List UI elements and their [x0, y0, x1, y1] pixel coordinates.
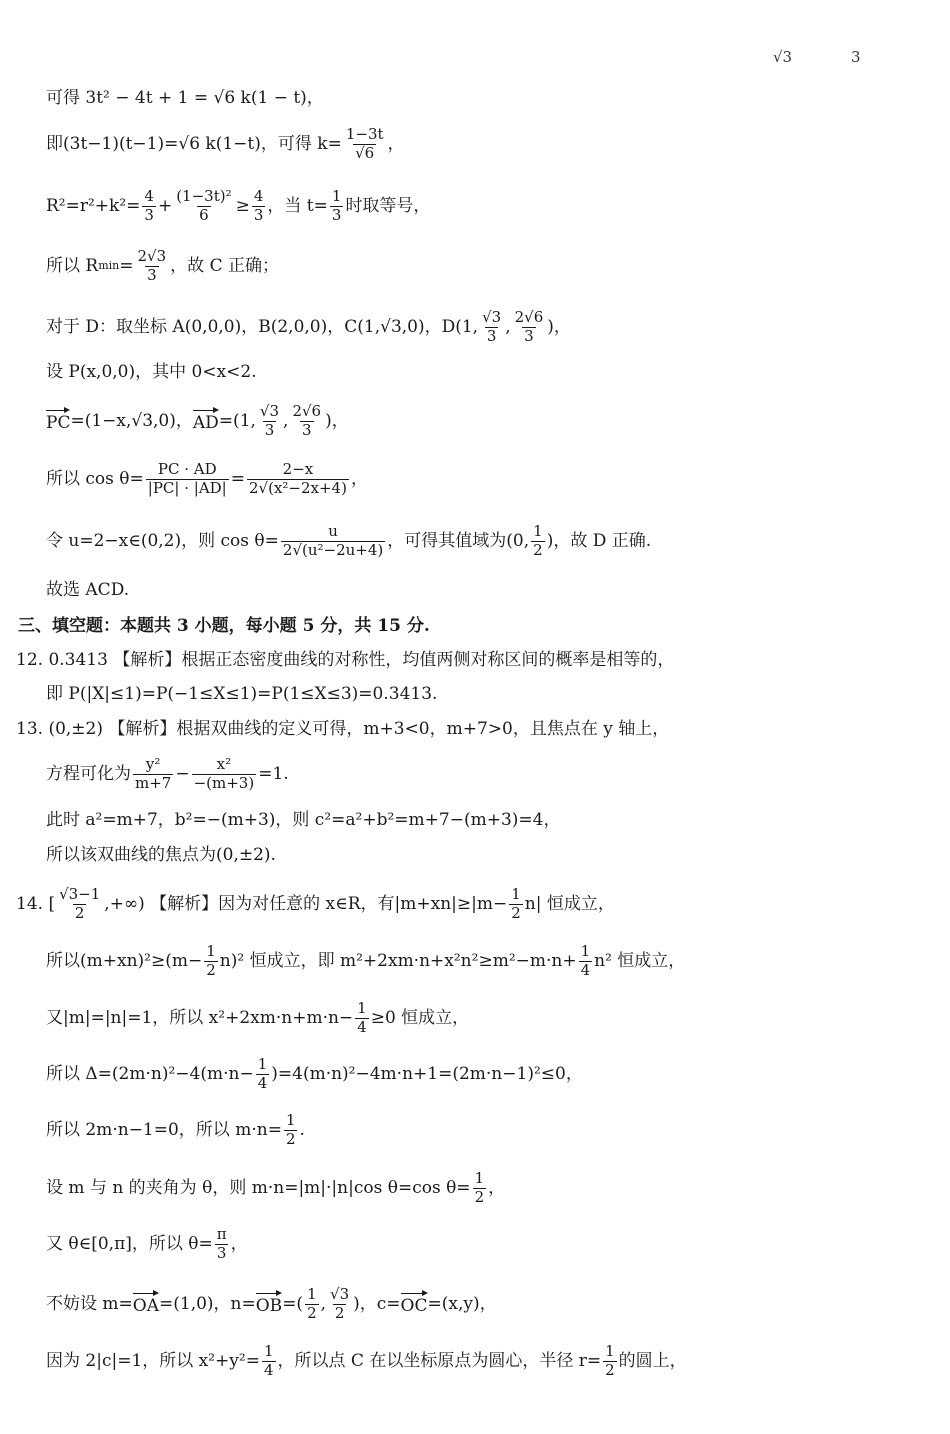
solution-line-7 — [0, 401, 950, 441]
numerator: 1−3t — [345, 124, 384, 143]
text: , — [505, 316, 511, 337]
question-14-line-2 — [0, 941, 950, 981]
text: + — [157, 195, 173, 216]
text: 所以 R — [46, 255, 99, 276]
subscript: min — [98, 259, 120, 273]
denominator: 2 — [474, 1187, 485, 1206]
numerator: 1 — [605, 1341, 615, 1360]
numerator: u — [328, 521, 338, 540]
text: 所以该双曲线的焦点为(0,±2). — [46, 844, 276, 865]
fraction — [473, 1168, 487, 1206]
text: − — [175, 763, 190, 784]
text: ， — [387, 133, 405, 154]
fraction — [290, 401, 323, 439]
text: =(1−x,√3,0)， — [70, 410, 193, 431]
text: )，c= — [353, 1293, 401, 1314]
vector-oc: OC — [401, 1292, 428, 1316]
question-13-line-4 — [0, 835, 950, 875]
text: =1. — [258, 763, 289, 784]
denominator: 4 — [263, 1360, 274, 1379]
text: ， — [230, 1233, 248, 1254]
fraction — [133, 754, 173, 792]
text: 所以(m+xn)²≥(m− — [46, 950, 203, 971]
text: ,+∞) 【解析】因为对任意的 x∈R，有|m+xn|≥|m− — [104, 893, 508, 914]
numerator: 1 — [474, 1168, 485, 1187]
fraction — [355, 998, 369, 1036]
text: 又 θ∈[0,π]，所以 θ= — [46, 1233, 213, 1254]
question-14-line-8 — [0, 1284, 950, 1324]
question-14-line-5 — [0, 1110, 950, 1150]
fraction — [174, 186, 233, 224]
denominator: 2 — [206, 960, 216, 979]
text: ， — [350, 468, 368, 489]
question-14 — [0, 884, 950, 924]
text: 又|m|=|n|=1，所以 x²+2xm·n+m·n− — [46, 1007, 354, 1028]
text: =(1, — [218, 410, 256, 431]
numerator: 1 — [331, 186, 342, 205]
text: 时取等号， — [345, 195, 431, 216]
fraction — [258, 401, 281, 439]
fraction — [146, 459, 229, 497]
vector-pc: PC — [46, 409, 70, 433]
fraction — [344, 124, 386, 162]
denominator: |PC| · |AD| — [147, 478, 227, 497]
text: 可得 3t² − 4t + 1 = √6 k(1 − t)， — [46, 87, 324, 108]
denominator: 3 — [301, 420, 312, 439]
fraction — [305, 1284, 319, 1322]
numerator: 2−x — [282, 459, 314, 478]
numerator: √3 — [259, 401, 280, 420]
denominator: 2√(x²−2x+4) — [248, 478, 347, 497]
text: 设 m 与 n 的夹角为 θ，则 m·n=|m|·|n|cos θ=cos θ= — [46, 1177, 471, 1198]
denominator: 4 — [357, 1017, 367, 1036]
question-13-line-3 — [0, 800, 950, 840]
denominator: √6 — [355, 143, 375, 162]
denominator: 3 — [331, 205, 342, 224]
corner-mark-left: √3 — [773, 48, 793, 66]
text: 13. (0,±2) 【解析】根据双曲线的定义可得，m+3<0，m+7>0，且焦点在 y 轴上， — [16, 718, 670, 739]
numerator: √3 — [330, 1284, 350, 1303]
fraction — [142, 186, 156, 224]
denominator: 2 — [74, 903, 85, 922]
fraction — [262, 1341, 276, 1379]
text: )，故 D 正确. — [546, 530, 652, 551]
solution-line-10 — [0, 570, 950, 610]
text: 因为 2|c|=1，所以 x²+y²= — [46, 1350, 260, 1371]
text: ≥ — [235, 195, 250, 216]
numerator: 4 — [253, 186, 264, 205]
denominator: 2 — [307, 1303, 317, 1322]
text: 对于 D：取坐标 A(0,0,0)，B(2,0,0)，C(1,√3,0)，D(1, — [46, 316, 479, 337]
numerator: (1−3t)² — [176, 186, 232, 205]
fraction — [531, 521, 545, 559]
solution-line-3 — [0, 186, 950, 226]
numerator: 1 — [285, 1110, 296, 1129]
text: ，所以点 C 在以坐标原点为圆心，半径 r= — [277, 1350, 602, 1371]
text: 14. [ — [16, 893, 56, 914]
text: ，可得其值域为(0, — [387, 530, 530, 551]
text: ≥0 恒成立， — [370, 1007, 470, 1028]
text: )， — [325, 410, 349, 431]
denominator: 3 — [486, 326, 497, 345]
solution-line-4 — [0, 246, 950, 286]
fraction — [204, 941, 218, 979]
question-14-line-4 — [0, 1054, 950, 1094]
numerator: π — [216, 1224, 227, 1243]
corner-mark-right: 3 — [851, 48, 861, 66]
fraction — [247, 459, 349, 497]
fraction — [281, 521, 385, 559]
text: 的圆上， — [618, 1350, 687, 1371]
numerator: 1 — [206, 941, 216, 960]
fraction — [330, 186, 344, 224]
text: , — [320, 1293, 327, 1314]
text: 此时 a²=m+7，b²=−(m+3)，则 c²=a²+b²=m+7−(m+3)=4， — [46, 809, 561, 830]
solution-line-8 — [0, 459, 950, 499]
denominator: 3 — [264, 420, 275, 439]
solution-line-5 — [0, 307, 950, 347]
question-13-line-2 — [0, 754, 950, 794]
solution-line-9 — [0, 521, 950, 561]
denominator: m+7 — [135, 773, 172, 792]
denominator: 6 — [199, 205, 209, 224]
vector-ad: AD — [193, 409, 219, 433]
text: )=4(m·n)²−4m·n+1=(2m·n−1)²≤0， — [271, 1063, 583, 1084]
text: 所以 cos θ= — [46, 468, 144, 489]
numerator: √3 — [482, 307, 502, 326]
text: = — [119, 255, 134, 276]
denominator: 3 — [524, 326, 534, 345]
question-14-line-7 — [0, 1224, 950, 1264]
text: 所以 Δ=(2m·n)²−4(m·n− — [46, 1063, 254, 1084]
fraction — [328, 1284, 351, 1322]
text: R²=r²+k²= — [46, 195, 141, 216]
numerator: 1 — [263, 1341, 274, 1360]
numerator: PC · AD — [157, 459, 217, 478]
text: n| 恒成立， — [524, 893, 615, 914]
denominator: 3 — [147, 265, 157, 284]
text: 设 P(x,0,0)，其中 0<x<2. — [46, 361, 257, 382]
numerator: 1 — [357, 998, 367, 1017]
denominator: 3 — [144, 205, 154, 224]
numerator: 2√3 — [137, 246, 167, 265]
denominator: −(m+3) — [193, 773, 255, 792]
fraction — [57, 884, 102, 922]
fraction — [579, 941, 593, 979]
text: 不妨设 m= — [46, 1293, 133, 1314]
question-14-line-3 — [0, 998, 950, 1038]
fraction — [603, 1341, 617, 1379]
question-13 — [0, 709, 950, 749]
fraction — [284, 1110, 298, 1148]
text: ，故 C 正确； — [170, 255, 279, 276]
text: 令 u=2−x∈(0,2)，则 cos θ= — [46, 530, 279, 551]
denominator: 2 — [605, 1360, 615, 1379]
text: . — [299, 1119, 305, 1140]
text: 即(3t−1)(t−1)=√6 k(1−t)，可得 k= — [46, 133, 342, 154]
solution-line-2 — [0, 124, 950, 164]
text: ，当 t= — [267, 195, 328, 216]
numerator: 1 — [257, 1054, 268, 1073]
text: =(1,0)，n= — [159, 1293, 256, 1314]
numerator: 2√6 — [292, 401, 322, 420]
numerator: 4 — [144, 186, 154, 205]
numerator: √3−1 — [59, 884, 101, 903]
numerator: 1 — [511, 884, 521, 903]
text: )， — [547, 316, 571, 337]
vector-oa: OA — [133, 1292, 159, 1316]
denominator: 3 — [253, 205, 264, 224]
text: 即 P(|X|≤1)=P(−1≤X≤1)=P(1≤X≤3)=0.3413. — [46, 683, 438, 704]
denominator: 2√(u²−2u+4) — [282, 540, 384, 559]
fraction — [480, 307, 503, 345]
fraction — [252, 186, 266, 224]
text: n² 恒成立， — [594, 950, 686, 971]
text: n)² 恒成立，即 m²+2xm·n+x²n²≥m²−m·n+ — [219, 950, 577, 971]
denominator: 2 — [533, 540, 543, 559]
fraction — [513, 307, 546, 345]
denominator: 4 — [257, 1073, 268, 1092]
fraction — [215, 1224, 229, 1262]
solution-line-6 — [0, 352, 950, 392]
text: =(x,y)， — [427, 1293, 497, 1314]
fraction — [192, 754, 257, 792]
text: =( — [282, 1293, 304, 1314]
numerator: 1 — [307, 1284, 317, 1303]
denominator: 2 — [285, 1129, 296, 1148]
text: 方程可化为 — [46, 763, 131, 784]
text: 三、填空题：本题共 3 小题，每小题 5 分，共 15 分. — [18, 615, 430, 636]
text: = — [230, 468, 245, 489]
numerator: 2√6 — [514, 307, 544, 326]
vector-ob: OB — [256, 1292, 282, 1316]
denominator: 2 — [511, 903, 521, 922]
fraction — [136, 246, 169, 284]
numerator: 1 — [533, 521, 543, 540]
denominator: 4 — [580, 960, 591, 979]
fraction — [256, 1054, 270, 1092]
denominator: 3 — [216, 1243, 227, 1262]
numerator: y² — [145, 754, 161, 773]
denominator: 2 — [334, 1303, 345, 1322]
text: , — [283, 410, 289, 431]
text: 所以 2m·n−1=0，所以 m·n= — [46, 1119, 282, 1140]
question-14-line-6 — [0, 1168, 950, 1208]
question-14-line-9 — [0, 1341, 950, 1381]
numerator: x² — [216, 754, 232, 773]
fraction — [509, 884, 523, 922]
question-12-line-2 — [0, 674, 950, 714]
solution-line-1 — [0, 78, 950, 118]
text: 故选 ACD. — [46, 579, 130, 600]
numerator: 1 — [580, 941, 591, 960]
text: ， — [488, 1177, 506, 1198]
text: 12. 0.3413 【解析】根据正态密度曲线的对称性，均值两侧对称区间的概率是相等的， — [16, 649, 675, 670]
